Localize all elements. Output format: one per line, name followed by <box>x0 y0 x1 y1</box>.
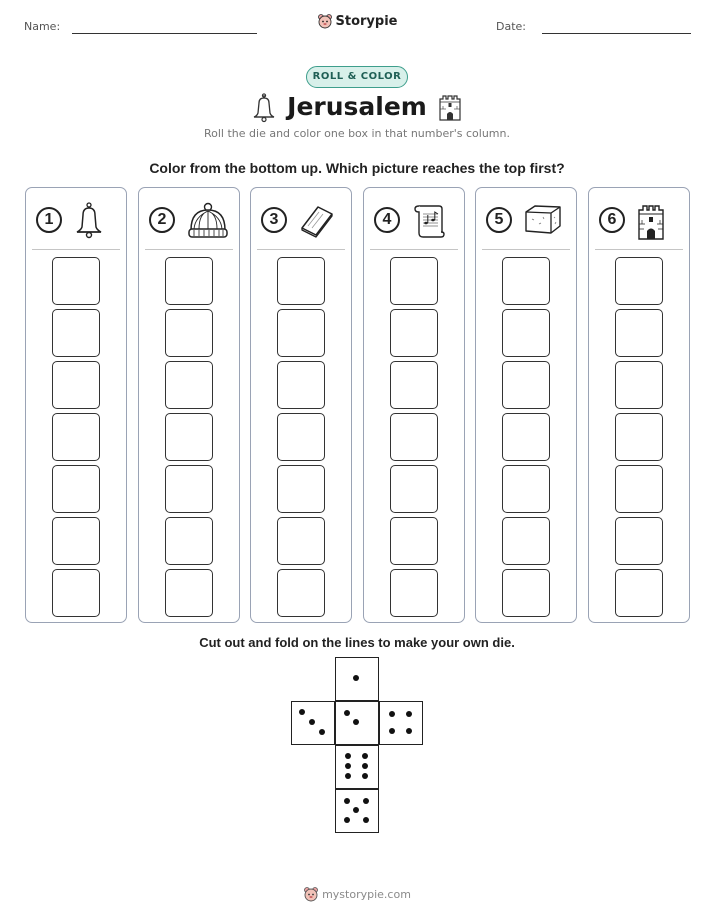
color-box-2-2[interactable] <box>165 517 213 565</box>
bell-icon <box>73 202 105 245</box>
storypie-logo-icon <box>317 13 333 33</box>
color-box-5-2[interactable] <box>502 517 550 565</box>
color-box-1-7[interactable] <box>52 257 100 305</box>
column-number: 6 <box>599 207 625 233</box>
pip <box>389 711 395 717</box>
pip <box>319 729 325 735</box>
color-box-5-7[interactable] <box>502 257 550 305</box>
column-1 <box>25 187 127 623</box>
color-box-6-6[interactable] <box>615 309 663 357</box>
color-box-6-1[interactable] <box>615 569 663 617</box>
pip <box>344 798 350 804</box>
die-face-4 <box>379 701 423 745</box>
color-box-3-7[interactable] <box>277 257 325 305</box>
color-box-6-7[interactable] <box>615 257 663 305</box>
color-box-4-4[interactable] <box>390 413 438 461</box>
color-box-5-4[interactable] <box>502 413 550 461</box>
column-number: 5 <box>486 207 512 233</box>
color-box-2-6[interactable] <box>165 309 213 357</box>
color-box-4-6[interactable] <box>390 309 438 357</box>
instruction: Color from the bottom up. Which picture reaches the top first? <box>149 160 565 176</box>
die-face-5 <box>335 789 379 833</box>
brand-header <box>0 13 714 33</box>
color-box-4-1[interactable] <box>390 569 438 617</box>
color-box-1-3[interactable] <box>52 465 100 513</box>
pip <box>345 763 351 769</box>
pip <box>344 710 350 716</box>
column-6 <box>588 187 690 623</box>
knit-hat-icon <box>186 202 230 245</box>
subtitle: Roll the die and color one box in that number's column. <box>204 127 510 140</box>
color-box-3-4[interactable] <box>277 413 325 461</box>
footer <box>0 886 714 905</box>
color-box-4-3[interactable] <box>390 465 438 513</box>
pip <box>353 719 359 725</box>
stone-block-icon <box>523 202 563 241</box>
column-3 <box>250 187 352 623</box>
color-box-2-1[interactable] <box>165 569 213 617</box>
roll-color-badge: ROLL & COLOR <box>306 66 408 88</box>
color-box-5-6[interactable] <box>502 309 550 357</box>
pip <box>389 728 395 734</box>
pip <box>345 773 351 779</box>
date-label: Date: <box>496 20 526 33</box>
pip <box>309 719 315 725</box>
page-title: Jerusalem <box>287 92 427 121</box>
footer-url: mystorypie.com <box>322 888 411 901</box>
color-box-4-2[interactable] <box>390 517 438 565</box>
color-box-6-5[interactable] <box>615 361 663 409</box>
color-box-6-2[interactable] <box>615 517 663 565</box>
pip <box>362 773 368 779</box>
pip <box>299 709 305 715</box>
pip <box>406 711 412 717</box>
color-box-2-7[interactable] <box>165 257 213 305</box>
pip <box>406 728 412 734</box>
die-face-3 <box>291 701 335 745</box>
color-box-1-6[interactable] <box>52 309 100 357</box>
music-scroll-icon <box>411 202 445 245</box>
color-box-6-3[interactable] <box>615 465 663 513</box>
column-4 <box>363 187 465 623</box>
name-label: Name: <box>24 20 61 33</box>
color-box-4-7[interactable] <box>390 257 438 305</box>
color-box-3-2[interactable] <box>277 517 325 565</box>
color-box-5-1[interactable] <box>502 569 550 617</box>
die-face-6 <box>335 745 379 789</box>
column-5 <box>475 187 577 623</box>
color-box-4-5[interactable] <box>390 361 438 409</box>
color-box-3-5[interactable] <box>277 361 325 409</box>
color-box-1-5[interactable] <box>52 361 100 409</box>
column-number: 2 <box>149 207 175 233</box>
color-box-1-2[interactable] <box>52 517 100 565</box>
pip <box>353 675 359 681</box>
color-box-5-5[interactable] <box>502 361 550 409</box>
pip <box>362 753 368 759</box>
color-box-6-4[interactable] <box>615 413 663 461</box>
brand-name: Storypie <box>335 14 398 29</box>
column-number: 4 <box>374 207 400 233</box>
castle-tower-icon <box>636 202 666 245</box>
castle-tower-icon <box>438 93 462 126</box>
pip <box>344 817 350 823</box>
cut-instruction: Cut out and fold on the lines to make your own die. <box>199 635 515 650</box>
pip <box>363 798 369 804</box>
color-box-3-3[interactable] <box>277 465 325 513</box>
color-box-1-1[interactable] <box>52 569 100 617</box>
stone-tablet-icon <box>298 202 336 243</box>
pip <box>353 807 359 813</box>
die-face-2 <box>335 701 379 745</box>
color-box-1-4[interactable] <box>52 413 100 461</box>
date-line <box>542 33 691 34</box>
pip <box>362 763 368 769</box>
storypie-logo-icon <box>303 886 319 905</box>
color-box-2-5[interactable] <box>165 361 213 409</box>
color-box-5-3[interactable] <box>502 465 550 513</box>
name-line <box>72 33 257 34</box>
column-2 <box>138 187 240 623</box>
pip <box>363 817 369 823</box>
die-face-1 <box>335 657 379 701</box>
pip <box>345 753 351 759</box>
column-number: 1 <box>36 207 62 233</box>
color-box-3-6[interactable] <box>277 309 325 357</box>
color-box-3-1[interactable] <box>277 569 325 617</box>
color-box-2-4[interactable] <box>165 413 213 461</box>
column-number: 3 <box>261 207 287 233</box>
color-box-2-3[interactable] <box>165 465 213 513</box>
